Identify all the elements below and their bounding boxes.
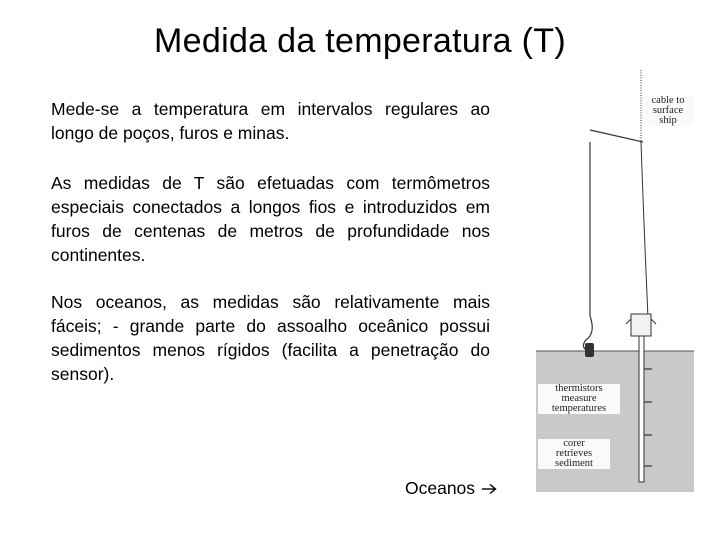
oceanos-link[interactable] xyxy=(405,478,497,499)
probe-head xyxy=(631,314,651,336)
corer-tube xyxy=(639,336,644,482)
thermistors-label: thermistors measure temperatures xyxy=(538,384,620,414)
oceanos-link-label: Oceanos xyxy=(405,478,476,498)
probe-diagram xyxy=(536,68,694,492)
slide-title: Medida da temperatura (T) xyxy=(154,22,566,60)
corer-label: corer retrieves sediment xyxy=(538,439,610,469)
ocean-probe-figure xyxy=(536,68,694,492)
cable-label: cable to surface ship xyxy=(642,96,694,126)
paragraph-thermometers: As medidas de T são efetuadas com termômetros especiais conectados a longos fios e introduzidos em furos de centenas de metros de profundidade nos continentes. xyxy=(51,173,490,265)
seafloor-sediment xyxy=(536,351,694,492)
paragraph-wells: Mede-se a temperatura em intervalos regulares ao longo de poços, furos e minas. xyxy=(51,99,490,143)
arrow-right-icon xyxy=(481,483,497,495)
cable-crossbar xyxy=(590,130,643,142)
release-arm xyxy=(641,142,648,318)
weight-block xyxy=(585,343,594,357)
paragraph-oceans: Nos oceanos, as medidas são relativamente mais fáceis; - grande parte do assoalho oceânico possui sedimentos menos rígidos (facilita a penetração do sensor). xyxy=(51,292,490,384)
